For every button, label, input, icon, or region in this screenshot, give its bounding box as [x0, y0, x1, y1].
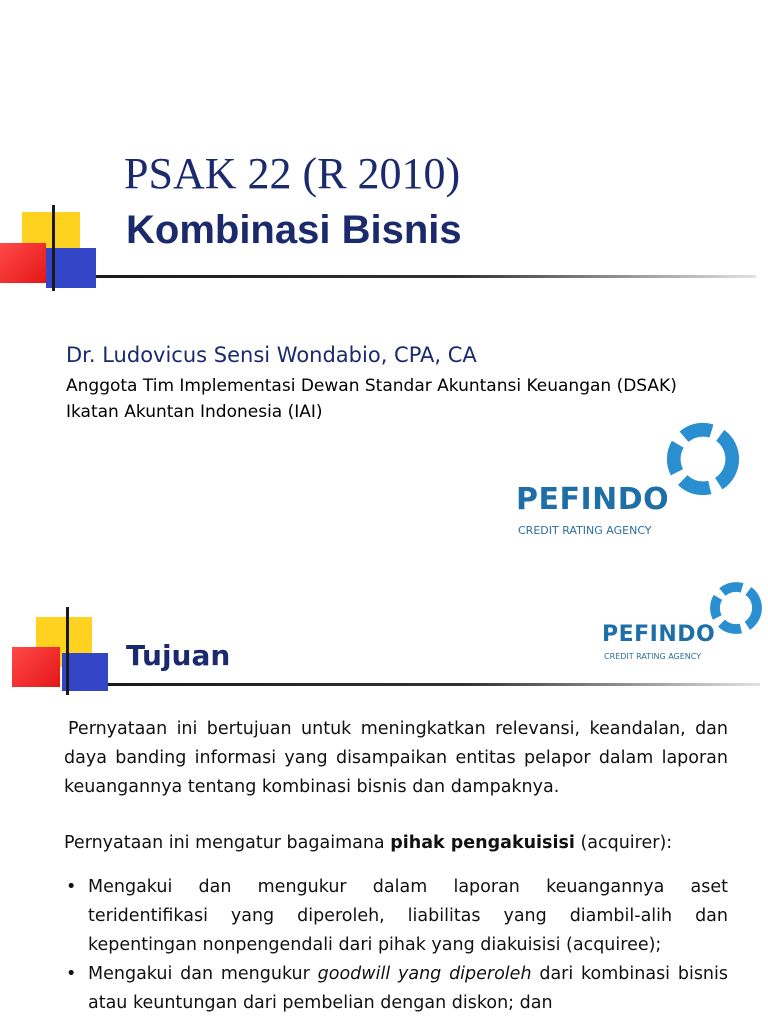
pefindo-wordmark: PEFINDO	[602, 622, 716, 647]
title-divider	[96, 275, 756, 278]
slide-title-code: PSAK 22 (R 2010)	[124, 149, 461, 198]
purpose-paragraph-text: Pernyataan ini bertujuan untuk meningkatkan relevansi, keandalan, dan daya banding informasi yang disampaikan entitas pelapor dalam laporan keuangannya tentang kombinasi bisnis dan dampaknya.	[64, 719, 728, 797]
vertical-line	[52, 205, 55, 291]
bullet-text: Mengakui dan mengukur dalam laporan keuangannya aset teridentifikasi yang diperoleh, liabilitas yang diambil-alih dan kepentingan nonpengendali dari pihak yang diakuisisi (acquiree);	[88, 877, 728, 955]
pefindo-swirl-icon	[664, 420, 742, 498]
author-name: Dr. Ludovicus Sensi Wondabio, CPA, CA	[66, 343, 477, 367]
content-slide	[0, 575, 768, 1024]
bullet-text-start: Mengakui dan mengukur	[88, 964, 318, 984]
slide-title: Kombinasi Bisnis	[126, 208, 462, 252]
red-square	[0, 243, 46, 283]
scope-intro-suffix: (acquirer):	[574, 833, 673, 853]
pefindo-logo	[516, 420, 746, 540]
bullet-text-end: dari kombinasi bisnis atau keuntungan dari pembelian dengan diskon; dan	[88, 964, 729, 1013]
red-square	[12, 647, 60, 687]
pefindo-tagline: CREDIT RATING AGENCY	[518, 524, 652, 537]
acquirer-term: pihak pengakuisisi	[390, 833, 575, 853]
purpose-paragraph	[64, 715, 728, 802]
list-item	[64, 873, 728, 960]
list-item	[64, 960, 728, 1018]
goodwill-term: goodwill yang diperoleh	[317, 964, 532, 984]
pefindo-swirl-icon	[708, 580, 764, 636]
scope-intro	[64, 829, 728, 858]
scope-intro-text: Pernyataan ini mengatur bagaimana	[64, 833, 391, 853]
pefindo-logo	[602, 580, 768, 670]
affiliation-line-2: Ikatan Akuntan Indonesia (IAI)	[66, 402, 323, 422]
scope-bullet-list	[64, 873, 728, 1018]
vertical-line	[66, 607, 69, 695]
section-title: Tujuan	[126, 639, 231, 672]
affiliation-line-1: Anggota Tim Implementasi Dewan Standar Akuntansi Keuangan (DSAK)	[66, 376, 677, 396]
pefindo-tagline: CREDIT RATING AGENCY	[604, 652, 702, 661]
title-divider	[108, 683, 760, 686]
pefindo-wordmark: PEFINDO	[516, 482, 670, 517]
